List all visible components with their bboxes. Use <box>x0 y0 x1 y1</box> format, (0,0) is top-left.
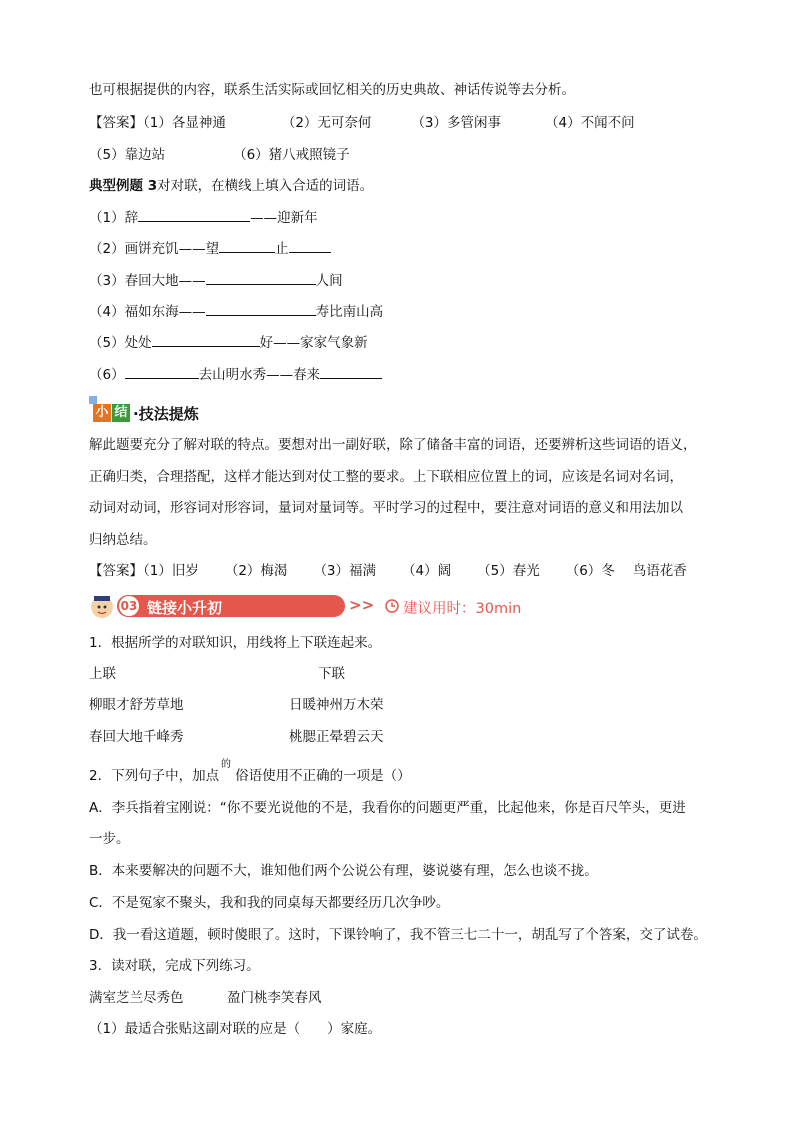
stem-text: 2．下列句子中，加点 <box>89 768 220 784</box>
option-a-line-2[interactable]: 一步。 <box>89 831 130 847</box>
answer-item: （3）福满 <box>313 563 377 579</box>
answer-label: 【答案】 <box>89 115 143 131</box>
question-1-stem: 1．根据所学的对联知识，用线将上下联连起来。 <box>89 635 382 651</box>
example-title: 典型例题 3 <box>89 178 158 194</box>
question-3-stem: 3．读对联，完成下列练习。 <box>89 958 260 974</box>
couplet-right-2[interactable]: 桃腮正晕碧云天 <box>289 729 384 745</box>
answer-blank[interactable] <box>138 207 250 222</box>
item-text: 好——家家气象新 <box>259 335 368 351</box>
item-text: （5）处处 <box>89 335 152 351</box>
emphasis-mark: 的 <box>221 759 231 770</box>
link-section-title: 链接小升初 <box>147 599 223 617</box>
couplet-upper: 满室芝兰尽秀色 <box>89 990 184 1006</box>
item-text: 止 <box>275 241 289 257</box>
option-a-line-1[interactable]: A．李兵指着宝刚说：“你不要光说他的不是，我看你的问题更严重，比起他来，你是百尺竿头，更进 <box>89 800 686 816</box>
answer-blank[interactable] <box>206 301 316 316</box>
answer-1-row-2 <box>89 145 350 165</box>
answer-item: （5）春光 <box>477 563 540 579</box>
answer-item: （3）多管闲事 <box>411 115 502 131</box>
answer-blank[interactable] <box>206 270 316 285</box>
answer-item: （6）猪八戒照镜子 <box>233 147 350 163</box>
couplet-header-right: 下联 <box>318 666 345 682</box>
example-3-heading <box>89 176 373 196</box>
summary-badge-char: 结 <box>112 404 130 422</box>
example-item-6 <box>89 364 382 385</box>
summary-line: 归纳总结。 <box>89 532 157 548</box>
section-number-badge: 03 <box>119 596 139 616</box>
item-text: 去山明水秀——春来 <box>198 367 321 383</box>
double-arrow-icon: >> <box>349 596 375 614</box>
example-item-1 <box>89 207 318 228</box>
couplet-lower: 盈门桃李笑春风 <box>227 990 322 1006</box>
question-2-stem <box>89 766 411 786</box>
answer-1-row-1 <box>89 113 635 133</box>
summary-line: 正确归类，合理搭配，这样才能达到对仗工整的要求。上下联相应位置上的词，应该是名词对名词， <box>89 469 683 485</box>
item-text: （2）画饼充饥——望 <box>89 241 220 257</box>
answer-blank[interactable] <box>289 238 331 253</box>
example-item-3 <box>89 270 343 291</box>
item-text: （3）春回大地—— <box>89 273 206 289</box>
option-b[interactable]: B．本来要解决的问题不大，谁知他们两个公说公有理，婆说婆有理，怎么也谈不拢。 <box>89 863 598 879</box>
summary-line: 解此题要充分了解对联的特点。要想对出一副好联，除了储备丰富的词语，还要辨析这些词语的语义， <box>89 437 697 453</box>
example-item-5 <box>89 332 368 353</box>
example-item-2 <box>89 238 331 259</box>
stem-text: 俗语使用不正确的一项是（） <box>235 768 411 784</box>
example-item-4 <box>89 301 383 322</box>
couplet-header-left: 上联 <box>89 666 116 682</box>
answer-item: （2）无可奈何 <box>281 115 372 131</box>
answer-item: （4）阔 <box>402 563 452 579</box>
summary-line: 动词对动词，形容词对形容词，量词对量词等。平时学习的过程中，要注意对词语的意义和用法加以 <box>89 500 683 516</box>
link-section-header <box>89 592 522 620</box>
couplet-left-1[interactable]: 柳眼才舒芳草地 <box>89 697 184 713</box>
item-text: （1）辞 <box>89 210 139 226</box>
answer-blank[interactable] <box>320 364 382 379</box>
answer-item: （2）梅渴 <box>224 563 288 579</box>
example-instruction: 对对联，在横线上填入合适的词语。 <box>157 178 374 194</box>
answer-item: （6）冬 <box>565 563 615 579</box>
item-text: （4）福如东海—— <box>89 304 206 320</box>
option-c[interactable]: C．不是冤家不聚头，我和我的同桌每天都要经历几次争吵。 <box>89 895 450 911</box>
couplet-left-2[interactable]: 春回大地千峰秀 <box>89 729 184 745</box>
answer-label: 【答案】 <box>89 563 143 579</box>
summary-badge-char: 小 <box>93 404 111 422</box>
answer-2-row <box>89 561 687 581</box>
suggested-time: 建议用时：30min <box>403 601 522 617</box>
question-3-sub-1: （1）最适合张贴这副对联的应是（ ）家庭。 <box>89 1021 382 1037</box>
answer-item: （5）靠边站 <box>89 147 166 163</box>
answer-blank[interactable] <box>125 364 199 379</box>
clock-icon <box>385 599 399 613</box>
answer-item: （1）旧岁 <box>143 563 199 579</box>
summary-title: ·技法提炼 <box>133 405 199 423</box>
item-text: （6） <box>89 367 125 383</box>
answer-blank[interactable] <box>219 238 275 253</box>
corner-square-icon <box>89 396 97 404</box>
option-d[interactable]: D．我一看这道题，顿时傻眼了。这时，下课铃响了，我不管三七二十一，胡乱写了个答案，交了试卷。 <box>89 927 707 943</box>
intro-text: 也可根据提供的内容，联系生活实际或回忆相关的历史典故、神话传说等去分析。 <box>89 82 575 98</box>
answer-blank[interactable] <box>152 332 260 347</box>
item-text: 寿比南山高 <box>315 304 384 320</box>
answer-item: （1）各显神通 <box>143 115 226 131</box>
item-text: ——迎新年 <box>250 210 318 226</box>
couplet-right-1[interactable]: 日暖神州万木荣 <box>289 697 384 713</box>
answer-item: （4）不闻不问 <box>545 115 635 131</box>
student-avatar-icon <box>89 593 115 619</box>
item-text: 人间 <box>315 273 343 289</box>
answer-item: 鸟语花香 <box>632 563 687 579</box>
